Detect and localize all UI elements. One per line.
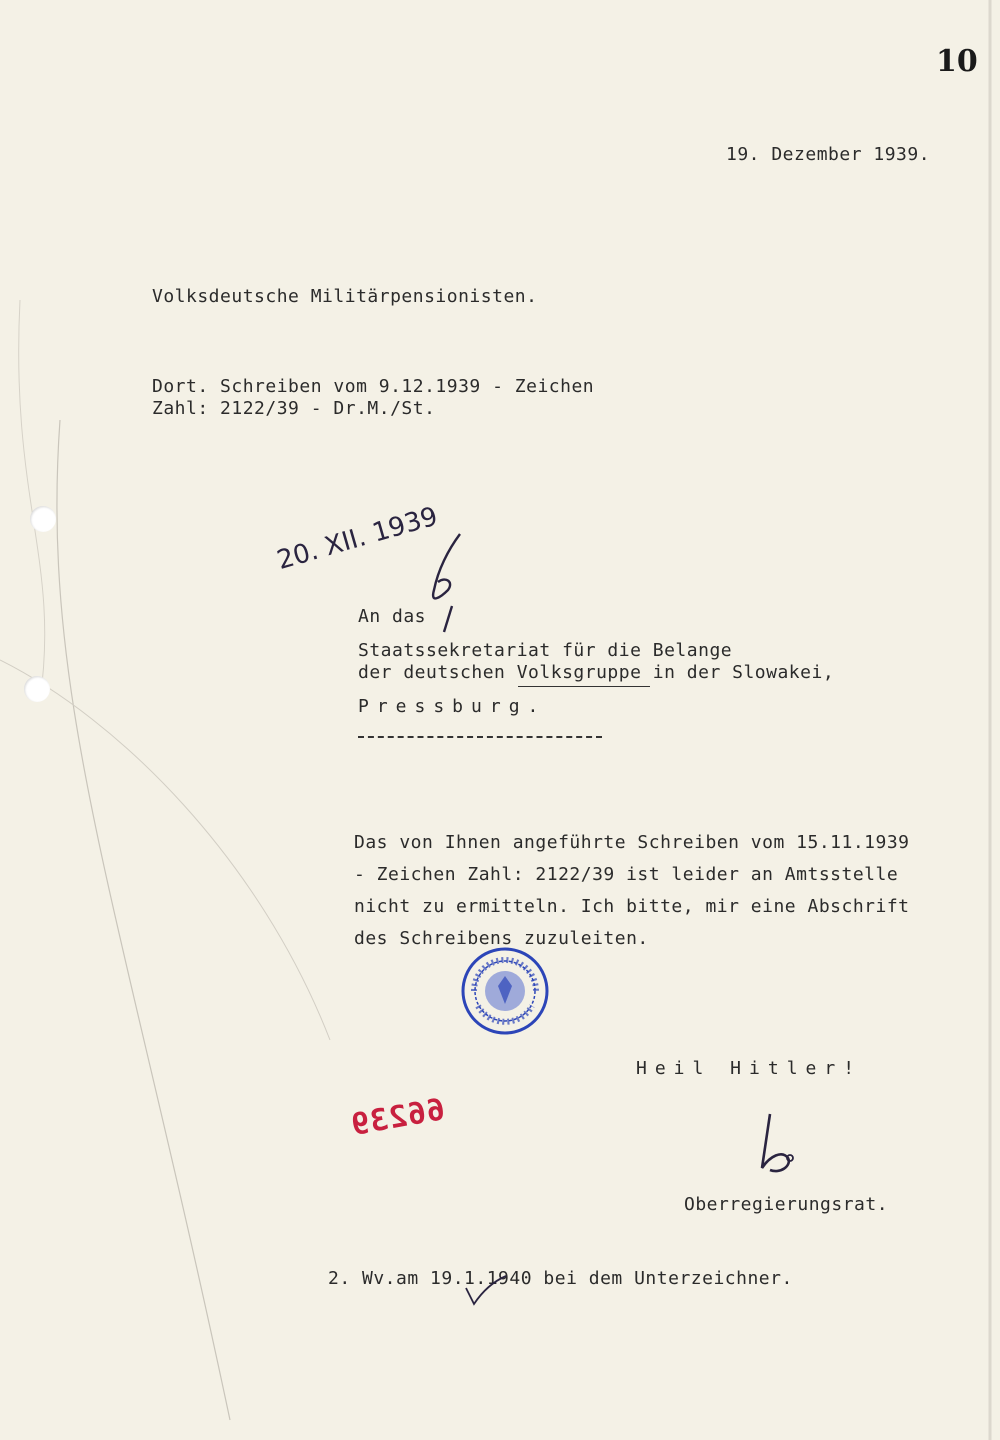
- body-line-3: nicht zu ermitteln. Ich bitte, mir eine Abschrift: [354, 896, 910, 917]
- body-line-1: Das von Ihnen angeführte Schreiben vom 15.11.1939: [354, 832, 910, 853]
- followup-note: 2. Wv.am 19.1.1940 bei dem Unterzeichner.: [328, 1268, 793, 1289]
- handwritten-signature: [740, 1110, 810, 1186]
- official-seal-icon: [460, 946, 550, 1036]
- reference-line-2: Zahl: 2122/39 - Dr.M./St.: [152, 398, 436, 419]
- handwritten-initial-stamp: [420, 530, 470, 640]
- followup-checkmark: [462, 1274, 510, 1308]
- reference-line-1: Dort. Schreiben vom 9.12.1939 - Zeichen: [152, 376, 595, 397]
- folio-number: 10: [936, 44, 978, 79]
- city-dashed-underline: [358, 736, 602, 738]
- addressee-city: Pressburg.: [358, 696, 547, 717]
- addressee-prefix: An das: [358, 606, 427, 627]
- punch-hole-lower: [24, 676, 50, 702]
- volksgruppe-underline: [518, 686, 650, 687]
- letter-date: 19. Dezember 1939.: [726, 144, 931, 165]
- addressee-line-2: der deutschen Volksgruppe in der Slowakei,: [358, 662, 835, 683]
- addressee-line-1: Staatssekretariat für die Belange: [358, 640, 733, 661]
- closing-greeting: Heil Hitler!: [636, 1058, 863, 1079]
- body-line-2: - Zeichen Zahl: 2122/39 ist leider an Amtsstelle: [354, 864, 899, 885]
- signature-title: Oberregierungsrat.: [684, 1194, 889, 1215]
- red-registry-stamp: 66239: [347, 1091, 448, 1144]
- body-line-4: des Schreibens zuzuleiten.: [354, 928, 649, 949]
- received-date-stamp: 20. XII. 1939: [273, 501, 442, 576]
- letter-subject: Volksdeutsche Militärpensionisten.: [152, 286, 538, 307]
- punch-hole-upper: [30, 506, 56, 532]
